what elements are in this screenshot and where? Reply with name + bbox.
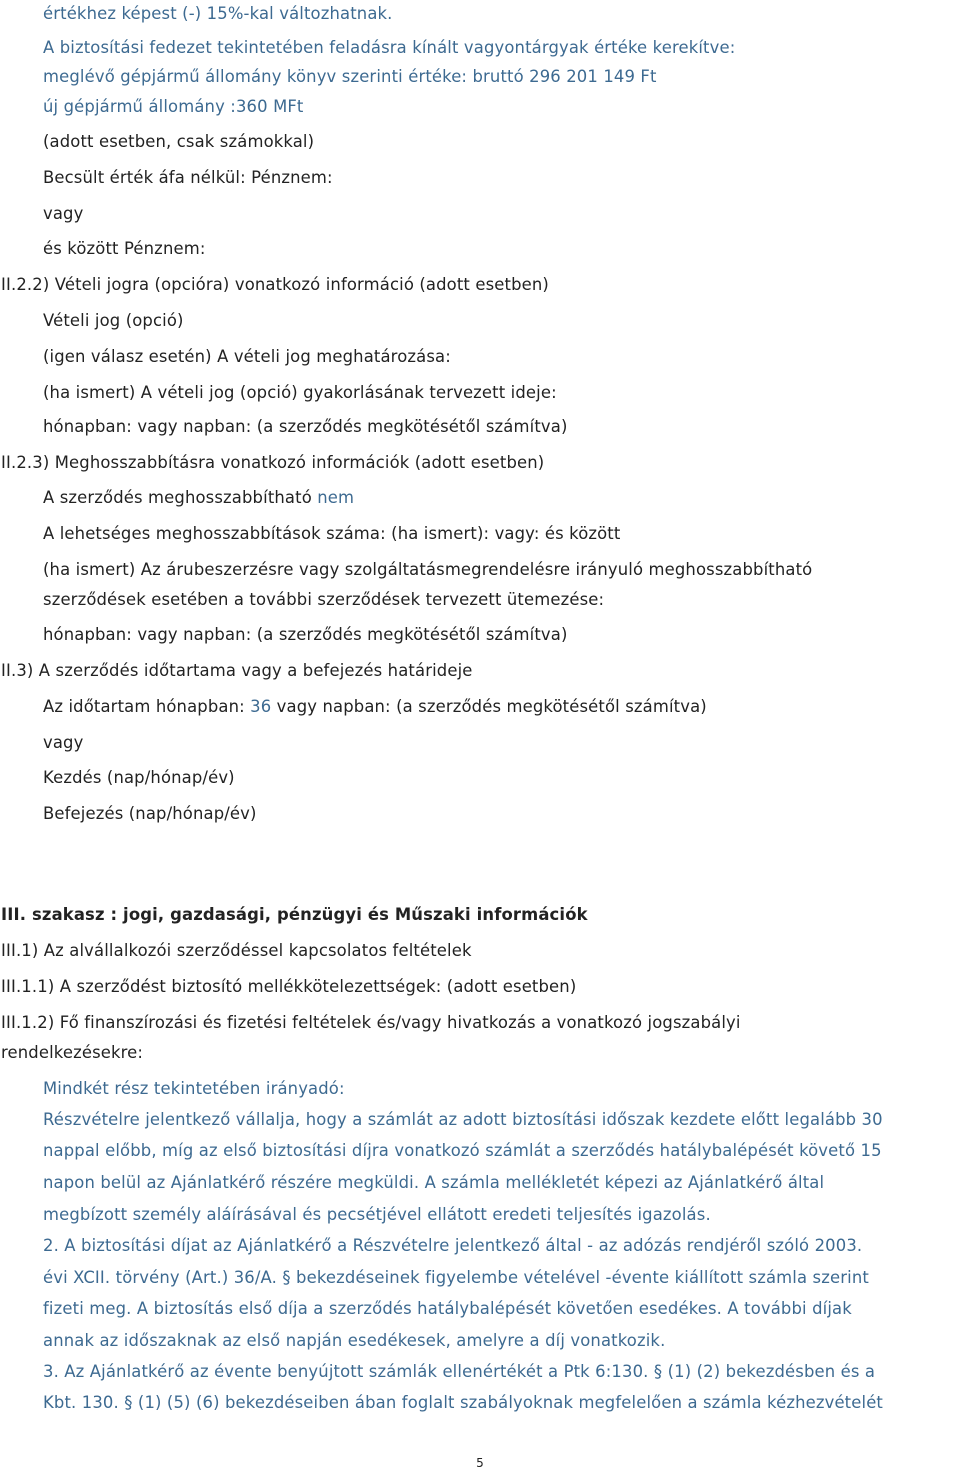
text-line: Részvételre jelentkező vállalja, hogy a számlát az adott biztosítási időszak kezdete előtt legalább 30 — [43, 1110, 883, 1129]
section-title: III. szakasz : jogi, gazdasági, pénzügyi és Műszaki információk — [1, 905, 588, 924]
text-line: szerződések esetében a további szerződések tervezett ütemezése: — [43, 590, 605, 609]
text-line — [43, 487, 354, 509]
text-line: Vételi jog (opció) — [43, 311, 184, 330]
section-heading: III.1.1) A szerződést biztosító mellékkötelezettségek: (adott esetben) — [1, 977, 577, 996]
text-line: 3. Az Ajánlatkérő az évente benyújtott számlák ellenértékét a Ptk 6:130. § (1) (2) bekezdésben és a — [43, 1362, 876, 1381]
label-text: vagy napban: (a szerződés megkötésétől számítva) — [271, 697, 707, 716]
text-line: hónapban: vagy napban: (a szerződés megkötésétől számítva) — [43, 417, 568, 436]
text-line: évi XCII. törvény (Art.) 36/A. § bekezdéseinek figyelembe vételével -évente kiállított számla szerint — [43, 1268, 869, 1287]
page-number: 5 — [476, 1456, 484, 1470]
text-line: (igen válasz esetén) A vételi jog meghatározása: — [43, 347, 451, 366]
text-line: Befejezés (nap/hónap/év) — [43, 804, 257, 823]
text-line: vagy — [43, 733, 84, 752]
text-line: (ha ismert) Az árubeszerzésre vagy szolgáltatásmegrendelésre irányuló meghosszabbítható — [43, 560, 813, 579]
text-line: nappal előbb, míg az első biztosítási díjra vonatkozó számlát a szerződés hatálybalépését követő 15 — [43, 1141, 882, 1160]
section-heading: rendelkezésekre: — [1, 1043, 144, 1062]
text-line: meglévő gépjármű állomány könyv szerinti értéke: bruttó 296 201 149 Ft — [43, 67, 657, 86]
text-line: és között Pénznem: — [43, 239, 206, 258]
section-heading: II.2.2) Vételi jogra (opcióra) vonatkozó információ (adott esetben) — [1, 275, 549, 294]
text-line: hónapban: vagy napban: (a szerződés megkötésétől számítva) — [43, 625, 568, 644]
label-text: Az időtartam hónapban: — [43, 697, 251, 716]
text-line: (adott esetben, csak számokkal) — [43, 132, 315, 151]
section-heading: III.1) Az alvállalkozói szerződéssel kapcsolatos feltételek — [1, 941, 472, 960]
text-line: napon belül az Ajánlatkérő részére megküldi. A számla mellékletét képezi az Ajánlatkérő által — [43, 1173, 825, 1192]
text-line — [43, 696, 707, 718]
text-line: (ha ismert) A vételi jog (opció) gyakorlásának tervezett ideje: — [43, 383, 557, 402]
section-heading: III.1.2) Fő finanszírozási és fizetési feltételek és/vagy hivatkozás a vonatkozó jogszabályi — [1, 1013, 741, 1032]
value-text: 36 — [250, 697, 272, 716]
text-line: A lehetséges meghosszabbítások száma: (ha ismert): vagy: és között — [43, 524, 621, 543]
text-line: megbízott személy aláírásával és pecsétjével ellátott eredeti teljesítés igazolás. — [43, 1205, 711, 1224]
value-text: nem — [317, 488, 355, 507]
text-line: Kbt. 130. § (1) (5) (6) bekezdéseiben ában foglalt szabályoknak megfelelően a számla kézhezvételét — [43, 1393, 884, 1412]
text-line: fizeti meg. A biztosítás első díja a szerződés hatálybalépését követően esedékes. A további díjak — [43, 1299, 852, 1318]
section-heading: II.3) A szerződés időtartama vagy a befejezés határideje — [1, 661, 473, 680]
text-line: új gépjármű állomány :360 MFt — [43, 97, 304, 116]
text-line: annak az időszaknak az első napján esedékesek, amelyre a díj vonatkozik. — [43, 1331, 666, 1350]
text-line: vagy — [43, 204, 84, 223]
label-text: A szerződés meghosszabbítható — [43, 488, 318, 507]
text-line: Mindkét rész tekintetében irányadó: — [43, 1079, 345, 1098]
text-line: értékhez képest (-) 15%-kal változhatnak. — [43, 4, 393, 23]
text-line: 2. A biztosítási díjat az Ajánlatkérő a Részvételre jelentkező által - az adózás rendjéről szóló 2003. — [43, 1236, 863, 1255]
text-line: A biztosítási fedezet tekintetében feladásra kínált vagyontárgyak értéke kerekítve: — [43, 38, 736, 57]
text-line: Kezdés (nap/hónap/év) — [43, 768, 235, 787]
section-heading: II.2.3) Meghosszabbításra vonatkozó információk (adott esetben) — [1, 453, 545, 472]
text-line: Becsült érték áfa nélkül: Pénznem: — [43, 168, 333, 187]
